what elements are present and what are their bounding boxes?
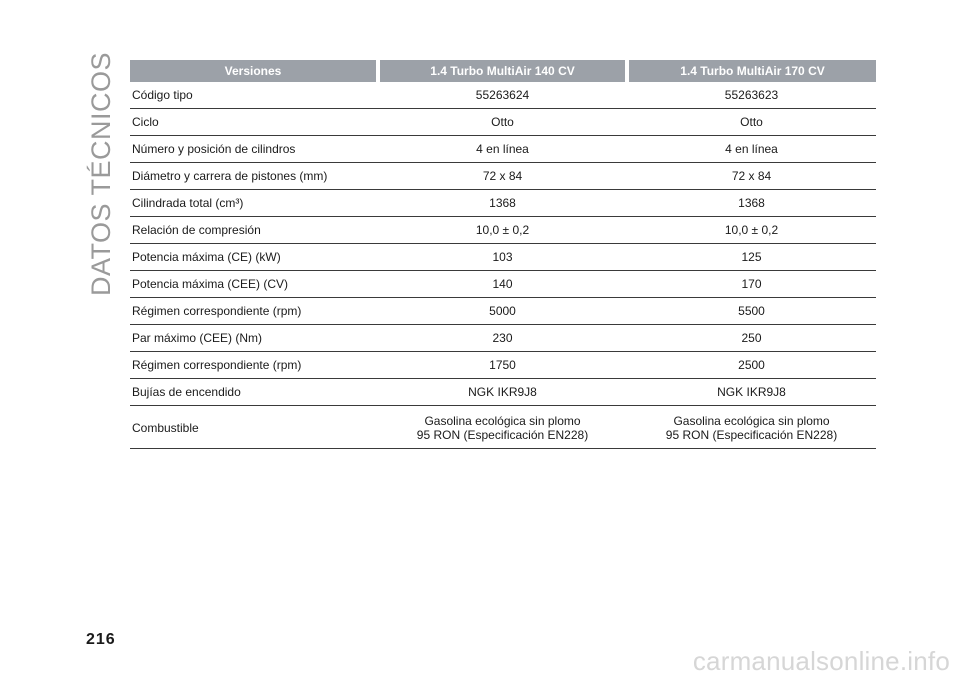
row-value-140cv: Gasolina ecológica sin plomo 95 RON (Especificación EN228) bbox=[378, 406, 627, 449]
table-row bbox=[130, 190, 876, 217]
header-version-170cv: 1.4 Turbo MultiAir 170 CV bbox=[627, 60, 876, 82]
row-label: Número y posición de cilindros bbox=[130, 136, 378, 163]
header-versions: Versiones bbox=[130, 60, 378, 82]
row-label: Régimen correspondiente (rpm) bbox=[130, 352, 378, 379]
row-value-170cv: 1368 bbox=[627, 190, 876, 217]
row-value-140cv: 140 bbox=[378, 271, 627, 298]
section-title-text: DATOS TÉCNICOS bbox=[85, 52, 116, 297]
header-version-140cv: 1.4 Turbo MultiAir 140 CV bbox=[378, 60, 627, 82]
row-value-170cv: Gasolina ecológica sin plomo 95 RON (Especificación EN228) bbox=[627, 406, 876, 449]
row-value-170cv: Otto bbox=[627, 109, 876, 136]
page-number: 216 bbox=[86, 631, 116, 648]
row-value-170cv: 125 bbox=[627, 244, 876, 271]
row-value-140cv: 5000 bbox=[378, 298, 627, 325]
row-label: Potencia máxima (CEE) (CV) bbox=[130, 271, 378, 298]
row-value-140cv: 1368 bbox=[378, 190, 627, 217]
row-value-170cv: 55263623 bbox=[627, 82, 876, 109]
row-value-170cv: 170 bbox=[627, 271, 876, 298]
row-value-170cv: 5500 bbox=[627, 298, 876, 325]
table-row bbox=[130, 217, 876, 244]
table-row bbox=[130, 244, 876, 271]
table-row bbox=[130, 271, 876, 298]
row-value-170cv: 4 en línea bbox=[627, 136, 876, 163]
table-row bbox=[130, 298, 876, 325]
row-label: Régimen correspondiente (rpm) bbox=[130, 298, 378, 325]
row-value-140cv: 1750 bbox=[378, 352, 627, 379]
row-value-140cv: 55263624 bbox=[378, 82, 627, 109]
row-label: Bujías de encendido bbox=[130, 379, 378, 406]
engine-specs-table bbox=[130, 60, 876, 449]
table-row bbox=[130, 352, 876, 379]
row-label: Potencia máxima (CE) (kW) bbox=[130, 244, 378, 271]
row-value-140cv: Otto bbox=[378, 109, 627, 136]
row-value-140cv: 72 x 84 bbox=[378, 163, 627, 190]
row-label: Código tipo bbox=[130, 82, 378, 109]
row-value-140cv: 103 bbox=[378, 244, 627, 271]
table-row bbox=[130, 379, 876, 406]
row-label: Cilindrada total (cm³) bbox=[130, 190, 378, 217]
row-value-170cv: 250 bbox=[627, 325, 876, 352]
row-label: Combustible bbox=[130, 406, 378, 449]
table-row bbox=[130, 325, 876, 352]
row-value-140cv: NGK IKR9J8 bbox=[378, 379, 627, 406]
table-row bbox=[130, 136, 876, 163]
section-title bbox=[84, 52, 118, 297]
row-label: Ciclo bbox=[130, 109, 378, 136]
row-value-140cv: 230 bbox=[378, 325, 627, 352]
table-row bbox=[130, 163, 876, 190]
table-row bbox=[130, 82, 876, 109]
row-value-170cv: 2500 bbox=[627, 352, 876, 379]
row-value-170cv: 72 x 84 bbox=[627, 163, 876, 190]
table-row bbox=[130, 406, 876, 449]
row-label: Relación de compresión bbox=[130, 217, 378, 244]
watermark-text: carmanualsonline.info bbox=[692, 646, 950, 676]
table-row bbox=[130, 109, 876, 136]
row-label: Diámetro y carrera de pistones (mm) bbox=[130, 163, 378, 190]
table-header-row bbox=[130, 60, 876, 82]
row-value-170cv: NGK IKR9J8 bbox=[627, 379, 876, 406]
row-value-140cv: 10,0 ± 0,2 bbox=[378, 217, 627, 244]
row-label: Par máximo (CEE) (Nm) bbox=[130, 325, 378, 352]
row-value-170cv: 10,0 ± 0,2 bbox=[627, 217, 876, 244]
row-value-140cv: 4 en línea bbox=[378, 136, 627, 163]
